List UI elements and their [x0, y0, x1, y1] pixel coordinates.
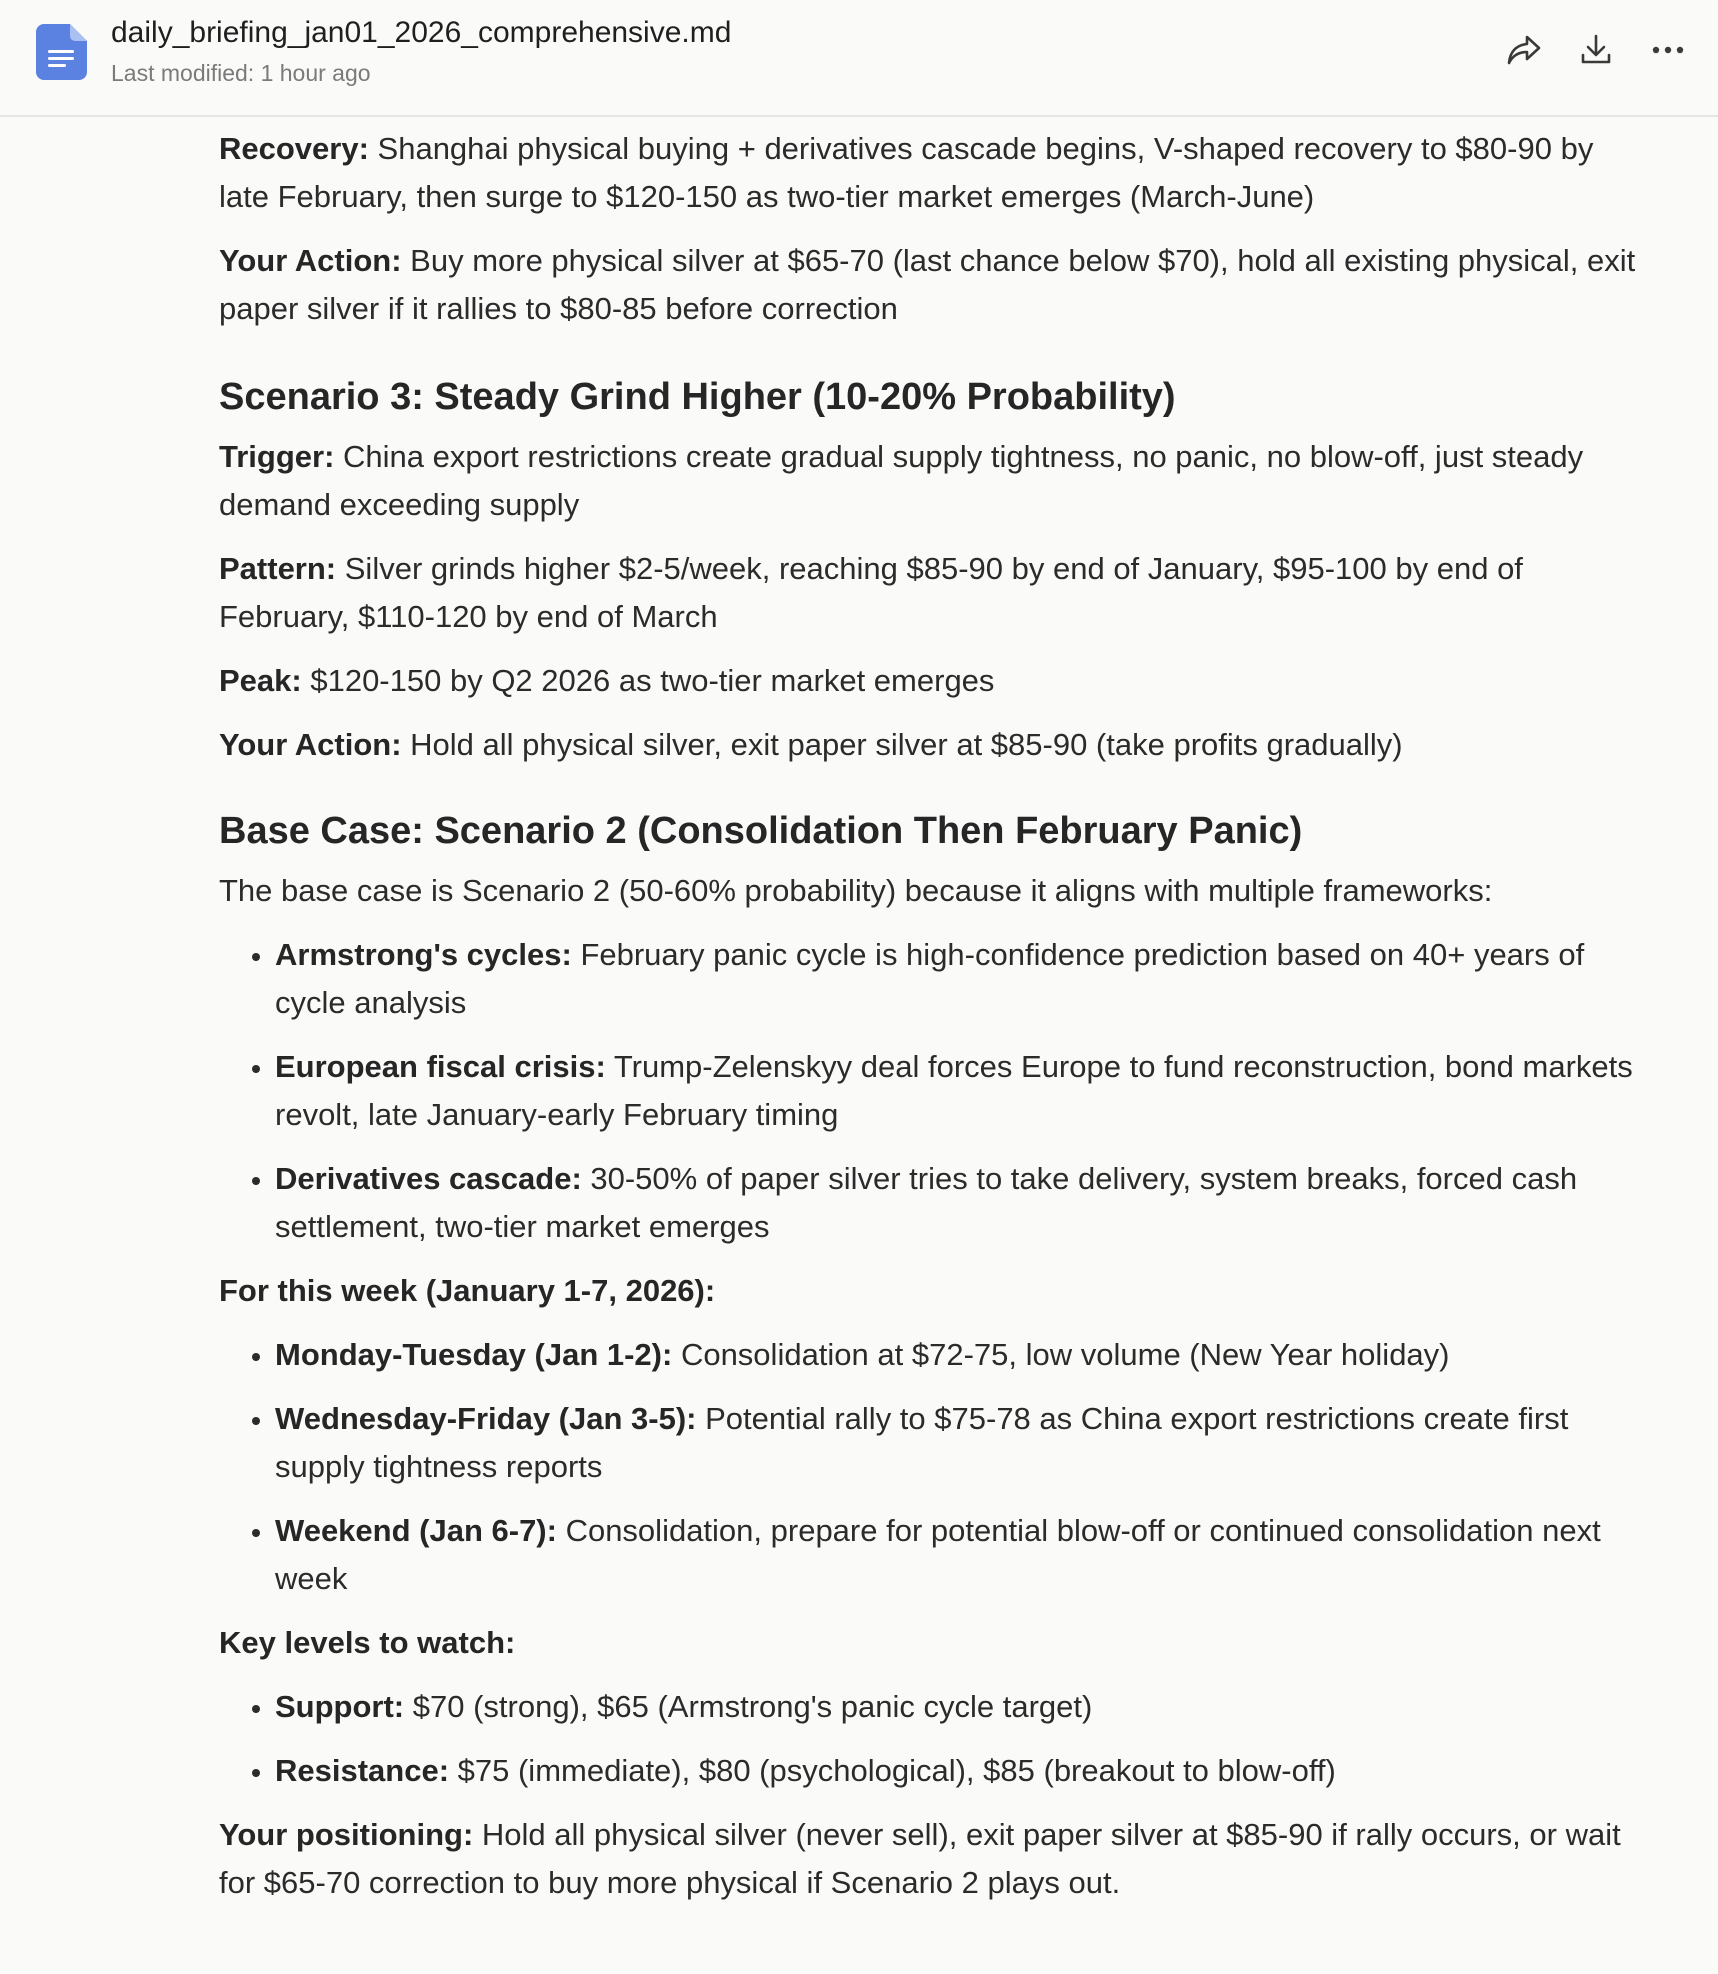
- label: Support:: [275, 1689, 405, 1724]
- more-options-button[interactable]: [1646, 28, 1690, 72]
- text: Hold all physical silver (never sell), exit paper silver at $85-90 if rally occurs, or wait for $65-70 correction to buy more physical if Scenario 2 plays out.: [219, 1817, 1621, 1900]
- label: Monday-Tuesday (Jan 1-2):: [275, 1337, 673, 1372]
- label: Resistance:: [275, 1753, 450, 1788]
- label: Armstrong's cycles:: [275, 937, 572, 972]
- text: Silver grinds higher $2-5/week, reaching $85-90 by end of January, $95-100 by end of February, $110-120 by end of March: [219, 551, 1523, 634]
- share-icon: [1506, 34, 1542, 66]
- text: Hold all physical silver, exit paper silver at $85-90 (take profits gradually): [401, 727, 1403, 762]
- file-name: daily_briefing_jan01_2026_comprehensive.md: [111, 16, 732, 49]
- text: February panic cycle is high-confidence prediction based on 40+ years of cycle analysis: [275, 937, 1585, 1020]
- text: China export restrictions create gradual supply tightness, no panic, no blow-off, just steady demand exceeding supply: [219, 439, 1584, 522]
- label: Recovery:: [219, 131, 369, 166]
- text: $120-150 by Q2 2026 as two-tier market emerges: [301, 663, 995, 698]
- document-body: [219, 125, 1639, 1923]
- document-header: [0, 0, 1718, 117]
- download-button[interactable]: [1574, 28, 1618, 72]
- label: Pattern:: [219, 551, 337, 586]
- label: Weekend (Jan 6-7):: [275, 1513, 557, 1548]
- label: Derivatives cascade:: [275, 1161, 582, 1196]
- list-item: [275, 1747, 1639, 1795]
- text: Buy more physical silver at $65-70 (last chance below $70), hold all existing physical, exit paper silver if it rallies to $80-85 before correction: [219, 243, 1636, 326]
- paragraph-key-levels: [219, 1619, 1639, 1667]
- paragraph-pattern: [219, 545, 1639, 641]
- list-item: [275, 1683, 1639, 1731]
- label: Your Action:: [219, 727, 402, 762]
- label: Your Action:: [219, 243, 402, 278]
- list-item: [275, 1155, 1639, 1251]
- text: Consolidation, prepare for potential blow-off or continued consolidation next week: [275, 1513, 1601, 1596]
- share-button[interactable]: [1502, 28, 1546, 72]
- download-icon: [1579, 33, 1613, 67]
- text: 30-50% of paper silver tries to take delivery, system breaks, forced cash settlement, two-tier market emerges: [275, 1161, 1578, 1244]
- label: European fiscal crisis:: [275, 1049, 606, 1084]
- paragraph-base-case-intro: The base case is Scenario 2 (50-60% probability) because it aligns with multiple frameworks:: [219, 873, 1493, 908]
- paragraph-peak: [219, 657, 1639, 705]
- text: Potential rally to $75-78 as China export restrictions create first supply tightness reports: [275, 1401, 1569, 1484]
- text: Shanghai physical buying + derivatives cascade begins, V-shaped recovery to $80-90 by late February, then surge to $120-150 as two-tier market emerges (March-June): [219, 131, 1594, 214]
- paragraph-positioning: [219, 1811, 1639, 1907]
- levels-list: [219, 1683, 1639, 1795]
- list-item: [275, 931, 1639, 1027]
- list-item: [275, 1331, 1639, 1379]
- label: Your positioning:: [219, 1817, 474, 1852]
- list-item: [275, 1043, 1639, 1139]
- paragraph-this-week: [219, 1267, 1639, 1315]
- paragraph-your-action: [219, 237, 1639, 333]
- list-item: [275, 1395, 1639, 1491]
- heading-base-case: Base Case: Scenario 2 (Consolidation Then February Panic): [219, 810, 1303, 852]
- list-item: [275, 1507, 1639, 1603]
- text: $70 (strong), $65 (Armstrong's panic cycle target): [404, 1689, 1093, 1724]
- label: Trigger:: [219, 439, 335, 474]
- more-icon: [1651, 45, 1685, 55]
- week-list: [219, 1331, 1639, 1603]
- paragraph-your-action-2: [219, 721, 1639, 769]
- label: For this week (January 1-7, 2026):: [219, 1273, 716, 1308]
- label: Wednesday-Friday (Jan 3-5):: [275, 1401, 697, 1436]
- heading-scenario-3: Scenario 3: Steady Grind Higher (10-20% Probability): [219, 376, 1176, 418]
- text: Trump-Zelenskyy deal forces Europe to fund reconstruction, bond markets revolt, late January-early February timing: [275, 1049, 1633, 1132]
- paragraph-recovery: [219, 125, 1639, 221]
- label: Peak:: [219, 663, 302, 698]
- document-icon: [36, 24, 87, 80]
- label: Key levels to watch:: [219, 1625, 516, 1660]
- text: Consolidation at $72-75, low volume (New Year holiday): [672, 1337, 1450, 1372]
- frameworks-list: [219, 931, 1639, 1251]
- text: $75 (immediate), $80 (psychological), $85 (breakout to blow-off): [449, 1753, 1336, 1788]
- paragraph-trigger: [219, 433, 1639, 529]
- last-modified: Last modified: 1 hour ago: [111, 60, 371, 86]
